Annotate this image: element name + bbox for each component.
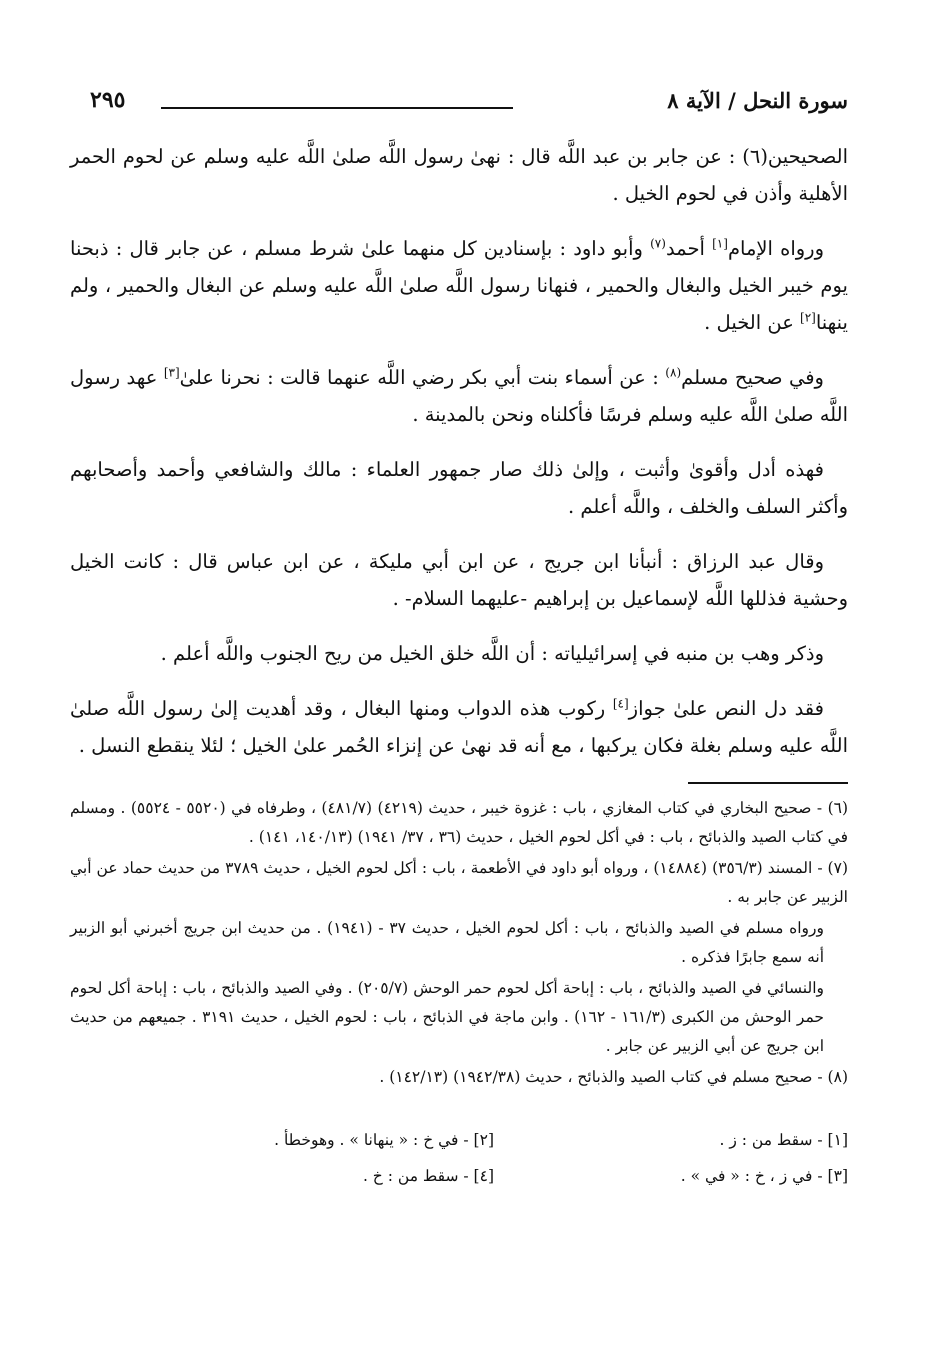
page xyxy=(70,80,848,1190)
variant-note-3: [٣] - في ز ، خ : « في » . xyxy=(680,1166,848,1185)
paragraph-6: وذكر وهب بن منبه في إسرائيلياته : أن اللَّه خلق الخيل من ريح الجنوب واللَّه أعلم . xyxy=(160,642,824,665)
running-title: سورة النحل / الآية ٨ xyxy=(667,87,848,113)
running-header xyxy=(70,80,848,120)
footnote-7: (٧) - المسند (٣٥٦/٣) (١٤٨٨٤) ، ورواه أبو داود في الأطعمة ، باب : أكل لحوم الخيل ، حديث ٣٧٨٩ من حديث حماد عن أبي الزبير عن جابر به . xyxy=(70,858,848,906)
footnote-7-continued-2: والنسائي في الصيد والذبائح ، باب : إباحة أكل لحوم حمر الوحش (٢٠٥/٧) . وفي الصيد والذبائح ، باب : إباحة أكل لحوم حمر الوحش من الكبرى (١٦١/٣ - ١٦٢) . وابن ماجة في الذبائح ، باب : لحوم الخيل ، حديث ٣١٩١ . جميعهم من حديث ابن جريج عن أبي الزبير عن جابر . xyxy=(70,978,825,1055)
footnote-ref: (٧) xyxy=(650,236,666,251)
variant-note-2: [٢] - في خ : « ينهانا » . وهوخطأ . xyxy=(274,1130,494,1149)
variant-mark: [٤] xyxy=(612,696,629,711)
paragraph-2: ورواه الإمام[١] أحمد$^{(٧)}$ وأبو داود : بإسنادين كل منهما علىٰ شرط مسلم ، عن جابر قال : ذبحنا يوم خيبر الخيل والبغال والحمير ، فنهانا رسول اللَّه صلىٰ اللَّه عليه وسلم عن البغال والحمير ، ولم ينهنا[٢] عن الخيل . xyxy=(70,236,848,334)
variant-note-1: [١] - سقط من : ز . xyxy=(719,1130,848,1149)
footnote-rule xyxy=(688,782,848,784)
paragraph-5: وقال عبد الرزاق : أنبأنا ابن جريج ، عن ابن أبي مليكة ، عن ابن عباس قال : كانت الخيل وحشية فذللها اللَّه لإسماعيل بن إبراهيم -عليهما السلام- . xyxy=(70,550,848,610)
paragraph-4: فهذه أدل وأقوىٰ وأثبت ، وإلىٰ ذلك صار جمهور العلماء : مالك والشافعي وأحمد وأصحابهم وأكثر السلف والخلف ، واللَّه أعلم . xyxy=(70,458,848,518)
variant-notes xyxy=(70,1126,848,1190)
variant-mark: [٣] xyxy=(163,365,180,380)
variant-mark: [٢] xyxy=(800,310,816,325)
footnote-7-continued: ورواه مسلم في الصيد والذبائح ، باب : أكل لحوم الخيل ، حديث ٣٧ - (١٩٤١) . من حديث ابن جريج أخبرني أبو الزبير أنه سمع جابرًا فذكره . xyxy=(70,918,825,966)
page-number: ٢٩٥ xyxy=(90,87,126,113)
main-text xyxy=(70,138,848,764)
footnotes xyxy=(70,794,848,1092)
footnote-ref: (٨) xyxy=(665,365,682,380)
paragraph-1: الصحيحين(٦) : عن جابر بن عبد اللَّه قال : نهىٰ رسول اللَّه صلىٰ اللَّه عليه وسلم عن لحوم الحمر الأهلية وأذن في لحوم الخيل . xyxy=(70,145,848,205)
footnote-6: (٦) - صحيح البخاري في كتاب المغازي ، باب : غزوة خيبر ، حديث (٤٢١٩) (٤٨١/٧) ، وطرفاه في (٥٥٢٠ - ٥٥٢٤) . ومسلم في كتاب الصيد والذبائح ، باب : في أكل لحوم الخيل ، حديث (٣٦ ، ٣٧/ ١٩٤١) (١٤٠/١٣، ١٤١) . xyxy=(70,798,849,846)
footnote-8: (٨) - صحيح مسلم في كتاب الصيد والذبائح ، حديث (١٩٤٢/٣٨) (١٤٢/١٣) . xyxy=(379,1067,848,1086)
variant-note-4: [٤] - سقط من : خ . xyxy=(362,1166,494,1185)
paragraph-7: فقد دل النص علىٰ جواز[٤] ركوب هذه الدواب ومنها البغال ، وقد أهديت إلىٰ رسول اللَّه صلىٰ اللَّه عليه وسلم بغلة فكان يركبها ، مع أنه قد نهىٰ عن إنزاء الحُمر علىٰ الخيل ؛ لئلا ينقطع النسل . xyxy=(70,696,848,757)
paragraph-3: وفي صحيح مسلم$^{(٨)}$ : عن أسماء بنت أبي بكر رضي اللَّه عنهما قالت : نحرنا علىٰ[٣] عهد رسول اللَّه صلىٰ اللَّه عليه وسلم فرسًا فأكلناه ونحن بالمدينة . xyxy=(70,365,848,426)
header-rule xyxy=(161,107,513,109)
variant-mark: [١] xyxy=(712,236,728,251)
